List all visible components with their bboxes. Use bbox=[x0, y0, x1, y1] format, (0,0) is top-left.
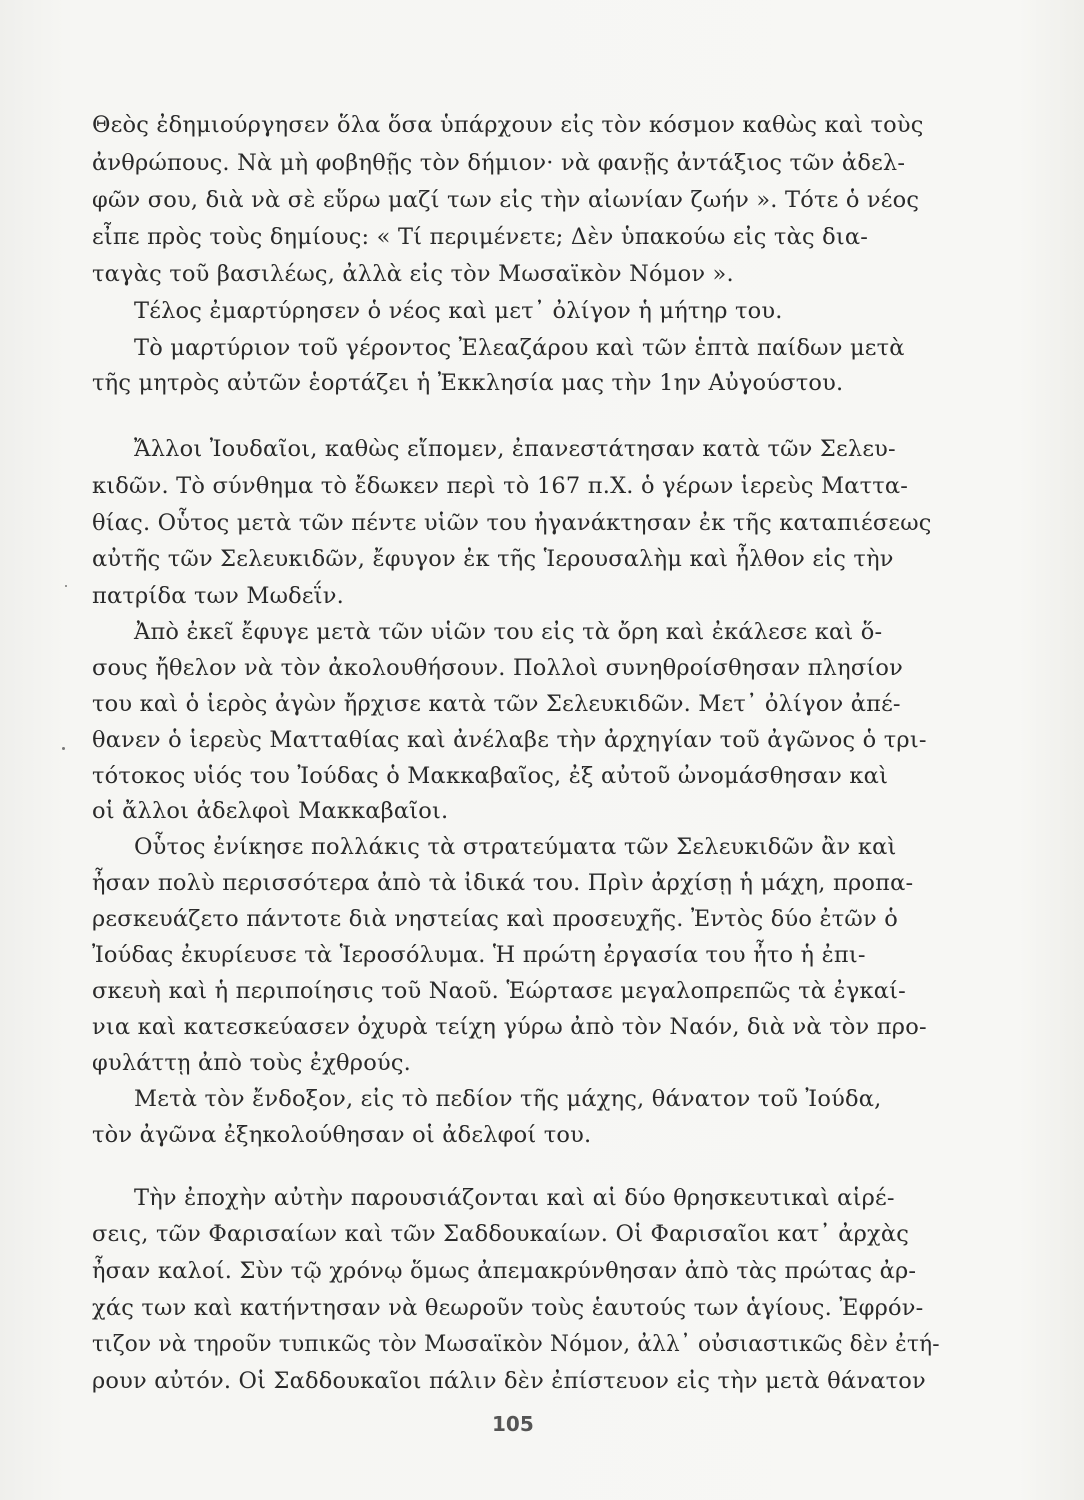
text-line: κιδῶν. Τὸ σύνθημα τὸ ἔδωκεν περὶ τὸ 167 π.Χ. ὁ γέρων ἱερεὺς Ματτα- bbox=[92, 473, 909, 499]
text-line: σκευὴ καὶ ἡ περιποίησις τοῦ Ναοῦ. Ἑώρτασε μεγαλοπρεπῶς τὰ ἐγκαί- bbox=[92, 978, 906, 1004]
text-line: τότοκος υἱός του Ἰούδας ὁ Μακκαβαῖος, ἐξ αὐτοῦ ὠνομάσθησαν καὶ bbox=[92, 763, 889, 789]
text-line: Ἄλλοι Ἰουδαῖοι, καθὼς εἴπομεν, ἐπανεστάτησαν κατὰ τῶν Σελευ- bbox=[134, 436, 896, 462]
text-line: θίας. Οὗτος μετὰ τῶν πέντε υἱῶν του ἠγανάκτησαν ἐκ τῆς καταπιέσεως bbox=[92, 510, 932, 536]
text-line: νια καὶ κατεσκεύασεν ὀχυρὰ τείχη γύρω ἀπὸ τὸν Ναόν, διὰ νὰ τὸν προ- bbox=[92, 1014, 927, 1040]
text-line: εἶπε πρὸς τοὺς δημίους: « Τί περιμένετε; Δὲν ὑπακούω εἰς τὰς δια- bbox=[92, 224, 869, 250]
text-line: Ἀπὸ ἐκεῖ ἔφυγε μετὰ τῶν υἱῶν του εἰς τὰ ὄρη καὶ ἐκάλεσε καὶ ὅ- bbox=[134, 619, 883, 645]
text-line: Τὴν ἐποχὴν αὐτὴν παρουσιάζονται καὶ αἱ δύο θρησκευτικαὶ αἱρέ- bbox=[134, 1185, 895, 1211]
text-line: ἦσαν καλοί. Σὺν τῷ χρόνῳ ὅμως ἀπεμακρύνθησαν ἀπὸ τὰς πρώτας ἀρ- bbox=[92, 1258, 917, 1284]
text-line: φυλάττῃ ἀπὸ τοὺς ἐχθρούς. bbox=[92, 1050, 411, 1076]
text-line: Τέλος ἐμαρτύρησεν ὁ νέος καὶ μετ᾽ ὀλίγον ἡ μήτηρ του. bbox=[134, 298, 783, 324]
text-line: ρουν αὐτόν. Οἱ Σαδδουκαῖοι πάλιν δὲν ἐπίστευον εἰς τὴν μετὰ θάνατον bbox=[92, 1368, 926, 1394]
text-line: Οὗτος ἐνίκησε πολλάκις τὰ στρατεύματα τῶν Σελευκιδῶν ἂν καὶ bbox=[134, 834, 897, 860]
text-line: ταγὰς τοῦ βασιλέως, ἀλλὰ εἰς τὸν Μωσαϊκὸν Νόμον ». bbox=[92, 261, 734, 287]
text-line: οἱ ἄλλοι ἀδελφοὶ Μακκαβαῖοι. bbox=[92, 798, 449, 824]
text-line: φῶν σου, διὰ νὰ σὲ εὕρω μαζί των εἰς τὴν αἰωνίαν ζωήν ». Τότε ὁ νέος bbox=[92, 187, 920, 213]
text-line: ἀνθρώπους. Νὰ μὴ φοβηθῇς τὸν δήμιον· νὰ φανῇς ἀντάξιος τῶν ἀδελ- bbox=[92, 150, 906, 176]
text-line: ἦσαν πολὺ περισσότερα ἀπὸ τὰ ἰδικά του. Πρὶν ἀρχίσῃ ἡ μάχη, προπα- bbox=[92, 870, 914, 896]
text-line: τῆς μητρὸς αὐτῶν ἑορτάζει ἡ Ἐκκλησία μας τὴν 1ην Αὐγούστου. bbox=[92, 370, 844, 396]
text-line: τιζον νὰ τηροῦν τυπικῶς τὸν Μωσαϊκὸν Νόμον, ἀλλ᾽ οὐσιαστικῶς δὲν ἐτή- bbox=[92, 1331, 940, 1357]
text-line: Τὸ μαρτύριον τοῦ γέροντος Ἐλεαζάρου καὶ τῶν ἑπτὰ παίδων μετὰ bbox=[134, 335, 905, 361]
text-line: πατρίδα των Μωδεΐν. bbox=[92, 583, 345, 609]
text-line: θανεν ὁ ἱερεὺς Ματταθίας καὶ ἀνέλαβε τὴν ἀρχηγίαν τοῦ ἀγῶνος ὁ τρι- bbox=[92, 727, 927, 753]
text-line: ρεσκευάζετο πάντοτε διὰ νηστείας καὶ προσευχῆς. Ἐντὸς δύο ἐτῶν ὁ bbox=[92, 906, 898, 932]
text-line: Ἰούδας ἐκυρίευσε τὰ Ἱεροσόλυμα. Ἡ πρώτη ἐργασία του ἦτο ἡ ἐπι- bbox=[92, 942, 866, 968]
text-line: τὸν ἀγῶνα ἐξηκολούθησαν οἱ ἀδελφοί του. bbox=[92, 1122, 592, 1148]
scan-speck bbox=[65, 585, 67, 587]
text-line: Μετὰ τὸν ἔνδοξον, εἰς τὸ πεδίον τῆς μάχης, θάνατον τοῦ Ἰούδα, bbox=[134, 1086, 882, 1112]
page-number: 105 bbox=[492, 1412, 534, 1436]
text-line: σους ἤθελον νὰ τὸν ἀκολουθήσουν. Πολλοὶ συνηθροίσθησαν πλησίον bbox=[92, 655, 904, 681]
scan-speck bbox=[62, 747, 65, 750]
text-line: αὐτῆς τῶν Σελευκιδῶν, ἔφυγον ἐκ τῆς Ἱερουσαλὴμ καὶ ἦλθον εἰς τὴν bbox=[92, 546, 894, 572]
text-line: του καὶ ὁ ἱερὸς ἀγὼν ἤρχισε κατὰ τῶν Σελευκιδῶν. Μετ᾽ ὀλίγον ἀπέ- bbox=[92, 691, 901, 717]
text-line: σεις, τῶν Φαρισαίων καὶ τῶν Σαδδουκαίων. Οἱ Φαρισαῖοι κατ᾽ ἀρχὰς bbox=[92, 1221, 910, 1247]
text-line: χάς των καὶ κατήντησαν νὰ θεωροῦν τοὺς ἑαυτούς των ἁγίους. Ἐφρόν- bbox=[92, 1295, 924, 1321]
text-line: Θεὸς ἐδημιούργησεν ὅλα ὅσα ὑπάρχουν εἰς τὸν κόσμον καθὼς καὶ τοὺς bbox=[92, 112, 924, 138]
